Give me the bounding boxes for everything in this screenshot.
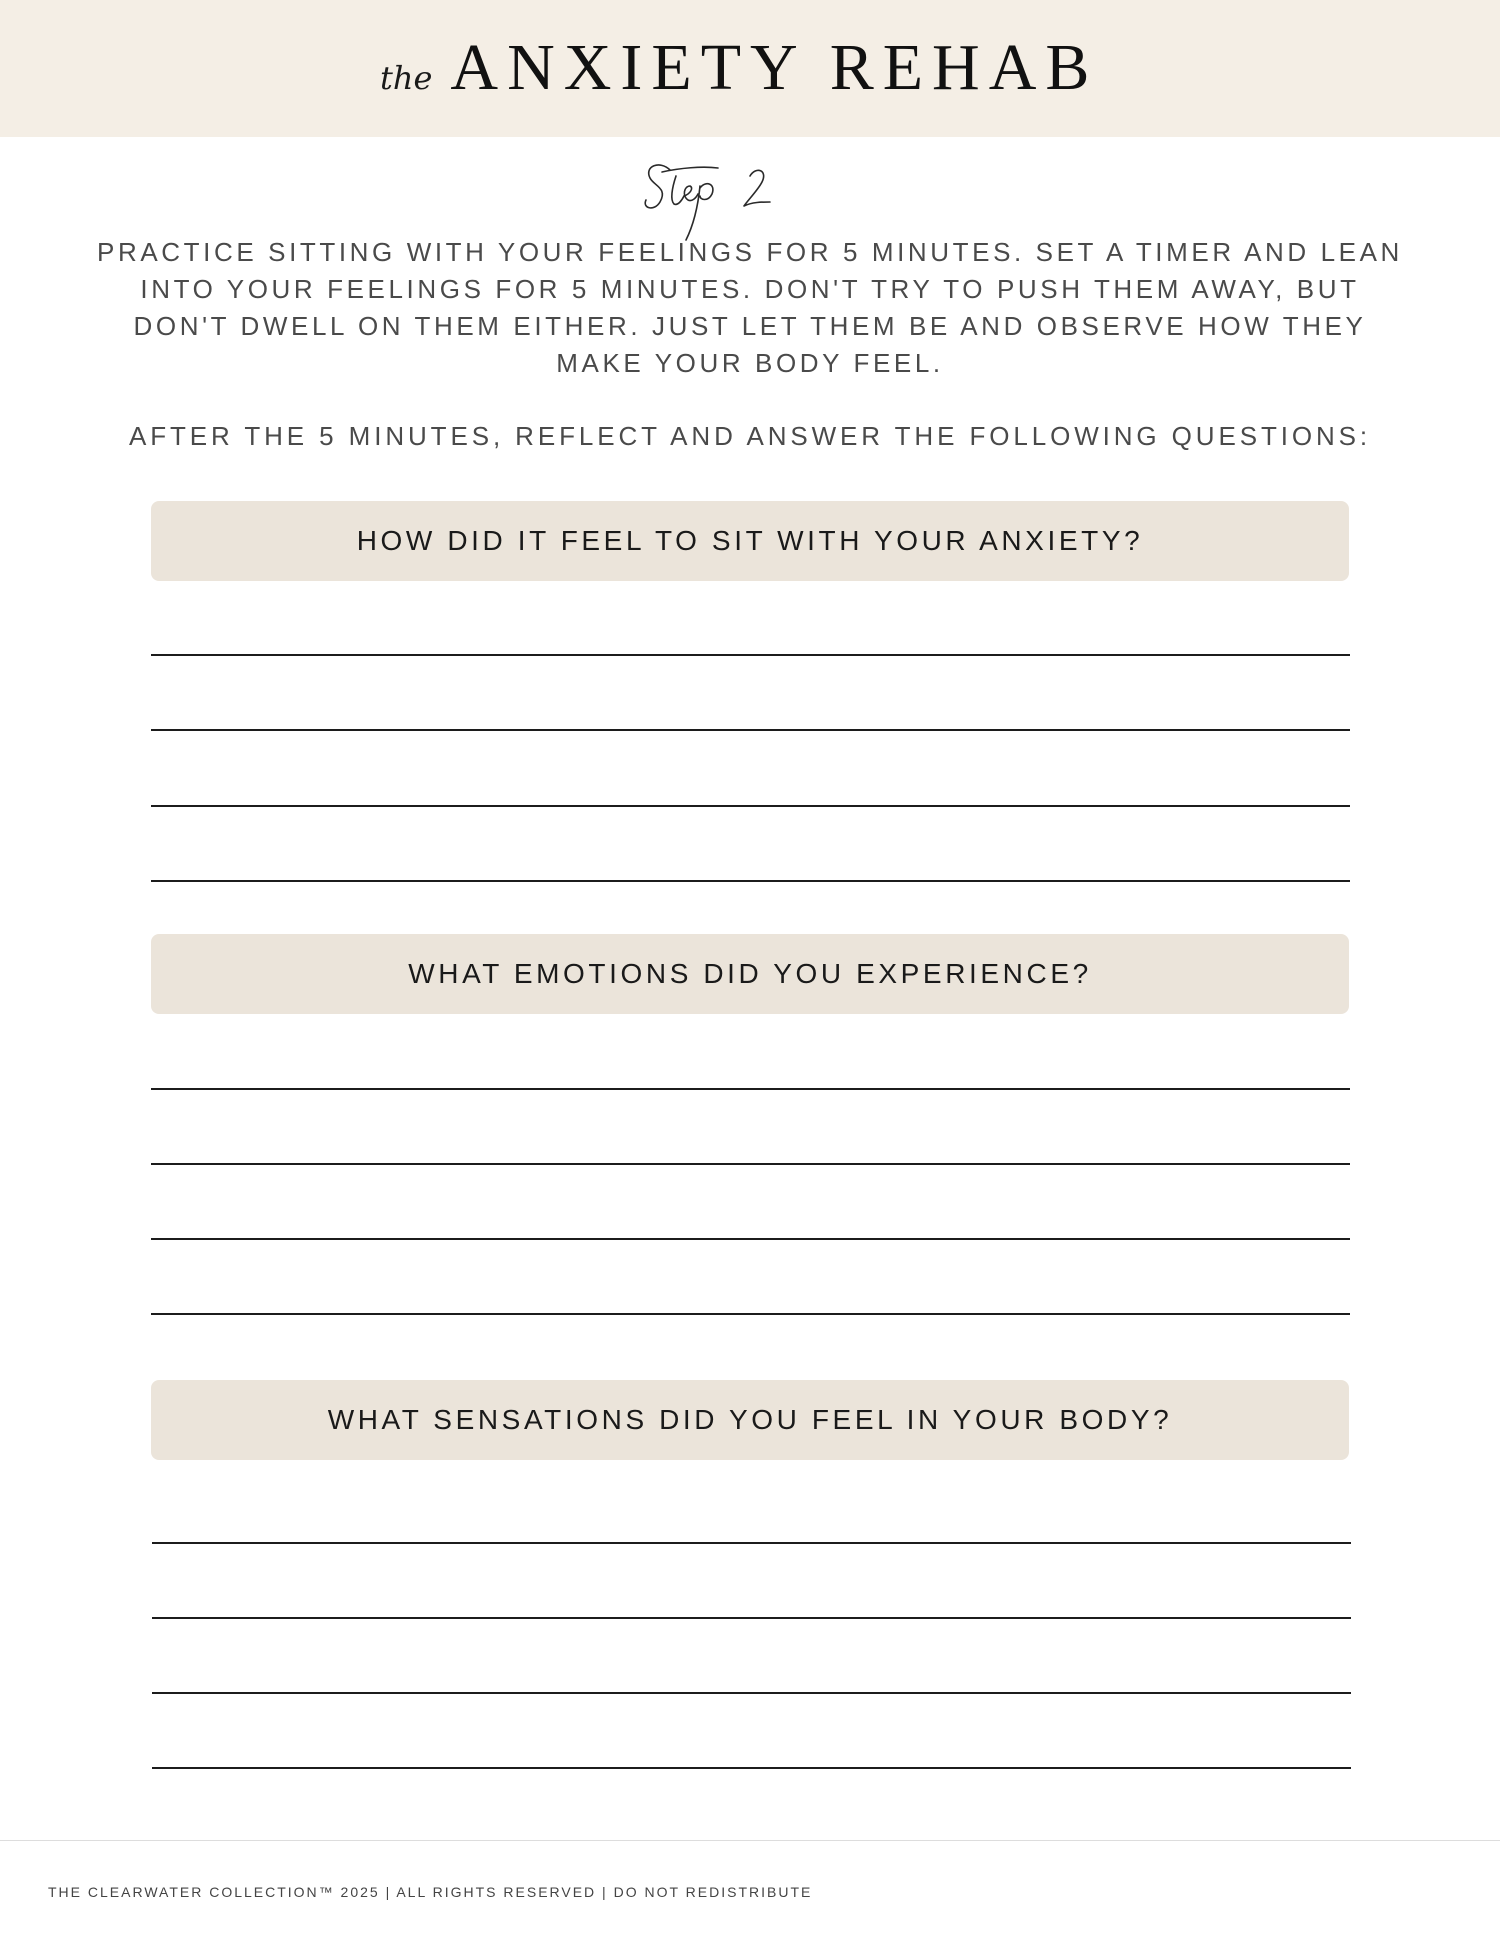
- footer-divider: [0, 1840, 1500, 1841]
- answer-line[interactable]: [152, 1692, 1351, 1694]
- question-box: [151, 934, 1349, 1014]
- question-box: [151, 1380, 1349, 1460]
- brand-title: [380, 30, 1098, 110]
- question-box: [151, 501, 1349, 581]
- question-prompt: WHAT EMOTIONS DID YOU EXPERIENCE?: [408, 958, 1092, 989]
- answer-line[interactable]: [151, 880, 1350, 882]
- answer-line[interactable]: [151, 1313, 1350, 1315]
- answer-line[interactable]: [151, 654, 1350, 656]
- brand-prefix: the: [380, 59, 433, 97]
- intro-paragraph: PRACTICE SITTING WITH YOUR FEELINGS FOR 5 MINUTES. SET A TIMER AND LEAN INTO YOUR FEELINGS FOR 5 MINUTES. DON'T TRY TO PUSH THEM AWAY, BUT DON'T DWELL ON THEM EITHER. JUST LET THEM BE AND OBSERVE HOW THEY MAKE YOUR BODY FEEL.: [97, 237, 1403, 378]
- answer-line[interactable]: [151, 1163, 1350, 1165]
- answer-line[interactable]: [152, 1542, 1351, 1544]
- answer-line[interactable]: [151, 805, 1350, 807]
- answer-line[interactable]: [152, 1767, 1351, 1769]
- answer-line[interactable]: [152, 1617, 1351, 1619]
- header-banner: [0, 0, 1500, 137]
- step-heading: [640, 150, 800, 242]
- step-script-text: [640, 150, 800, 242]
- question-prompt: WHAT SENSATIONS DID YOU FEEL IN YOUR BODY?: [327, 1404, 1173, 1435]
- instruction-text: AFTER THE 5 MINUTES, REFLECT AND ANSWER THE FOLLOWING QUESTIONS:: [128, 421, 1372, 451]
- question-prompt: HOW DID IT FEEL TO SIT WITH YOUR ANXIETY?: [356, 525, 1144, 556]
- brand-name: ANXIETY REHAB: [450, 31, 1099, 104]
- answer-line[interactable]: [151, 1238, 1350, 1240]
- answer-line[interactable]: [151, 1088, 1350, 1090]
- answer-line[interactable]: [151, 729, 1350, 731]
- footer-copyright: THE CLEARWATER COLLECTION™ 2025 | ALL RIGHTS RESERVED | DO NOT REDISTRIBUTE: [48, 1884, 813, 1900]
